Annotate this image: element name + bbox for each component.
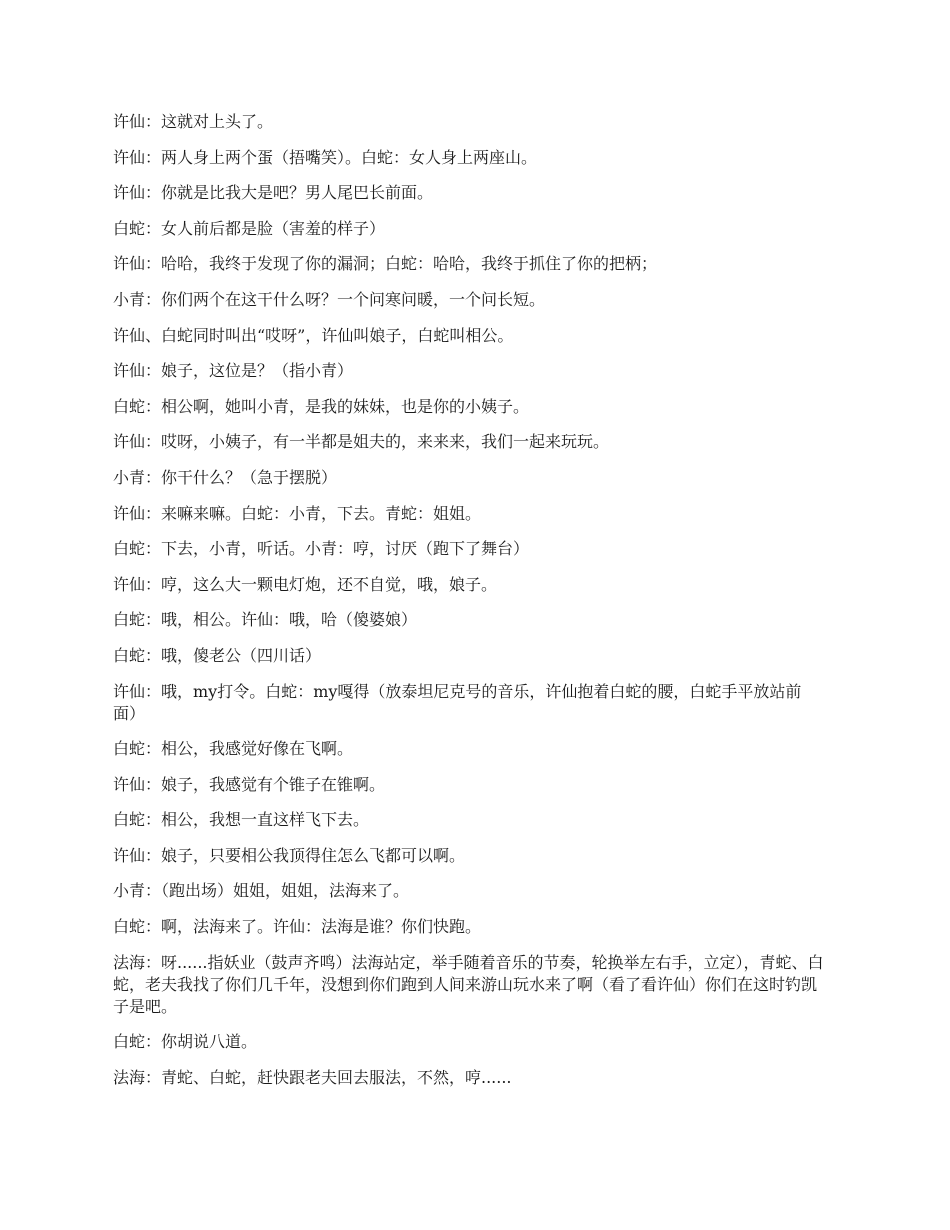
dialogue-line: 许仙：娘子，这位是？（指小青）	[113, 361, 354, 381]
dialogue-line: 许仙：哼，这么大一颗电灯炮，还不自觉，哦，娘子。	[113, 574, 498, 594]
dialogue-line: 法海：呀......指妖业（鼓声齐鸣）法海站定，举手随着音乐的节奏，轮换举左右手，立定），青蛇、白蛇，老夫我找了你们几千年，没想到你们跑到人间来游山玩水来了啊（看了看许仙）你们在这时钓凯子是吧。	[113, 952, 824, 1016]
dialogue-line: 许仙：这就对上头了。	[113, 112, 274, 131]
dialogue-line: 白蛇：啊，法海来了。许仙：法海是谁？你们快跑。	[113, 917, 482, 937]
dialogue-line: 白蛇：下去，小青，听话。小青：哼，讨厌（跑下了舞台）	[113, 539, 530, 559]
dialogue-line: 小青：你们两个在这干什么呀？一个问寒问暖，一个问长短。	[113, 289, 546, 309]
dialogue-line: 许仙：娘子，只要相公我顶得住怎么飞都可以啊。	[113, 845, 466, 865]
dialogue-line: 许仙、白蛇同时叫出“哎呀”，许仙叫娘子，白蛇叫相公。	[113, 325, 514, 345]
dialogue-line: 白蛇：相公，我感觉好像在飞啊。	[113, 739, 354, 759]
dialogue-line: 许仙：哈哈，我终于发现了你的漏洞；白蛇：哈哈，我终于抓住了你的把柄；	[113, 254, 658, 274]
dialogue-line: 白蛇：哦，傻老公（四川话）	[113, 645, 322, 665]
dialogue-line: 白蛇：女人前后都是脸（害羞的样子）	[113, 218, 386, 238]
dialogue-line: 小青：（跑出场）姐姐，姐姐，法海来了。	[113, 881, 410, 901]
dialogue-line: 许仙：哦，my打令。白蛇：my嘎得（放泰坦尼克号的音乐，许仙抱着白蛇的腰，白蛇手平放站前面）	[113, 681, 802, 723]
script-dialogue	[113, 111, 825, 1102]
dialogue-line: 法海：青蛇、白蛇，赶快跟老夫回去服法，不然，哼......	[113, 1067, 512, 1087]
dialogue-line: 小青：你干什么？（急于摆脱）	[113, 467, 338, 487]
dialogue-line: 许仙：两人身上两个蛋（捂嘴笑）。白蛇：女人身上两座山。	[113, 147, 538, 167]
dialogue-line: 许仙：娘子，我感觉有个锥子在锥啊。	[113, 774, 386, 794]
dialogue-line: 白蛇：哦，相公。许仙：哦，哈（傻婆娘）	[113, 610, 418, 630]
dialogue-line: 许仙：你就是比我大是吧？男人尾巴长前面。	[113, 183, 434, 203]
dialogue-line: 许仙：来嘛来嘛。白蛇：小青，下去。青蛇：姐姐。	[113, 503, 482, 523]
dialogue-line: 白蛇：相公啊，她叫小青，是我的妹妹，也是你的小姨子。	[113, 396, 530, 416]
dialogue-line: 许仙：哎呀，小姨子，有一半都是姐夫的，来来来，我们一起来玩玩。	[113, 432, 610, 452]
dialogue-line: 白蛇：相公，我想一直这样飞下去。	[113, 810, 370, 830]
dialogue-line: 白蛇：你胡说八道。	[113, 1032, 258, 1052]
